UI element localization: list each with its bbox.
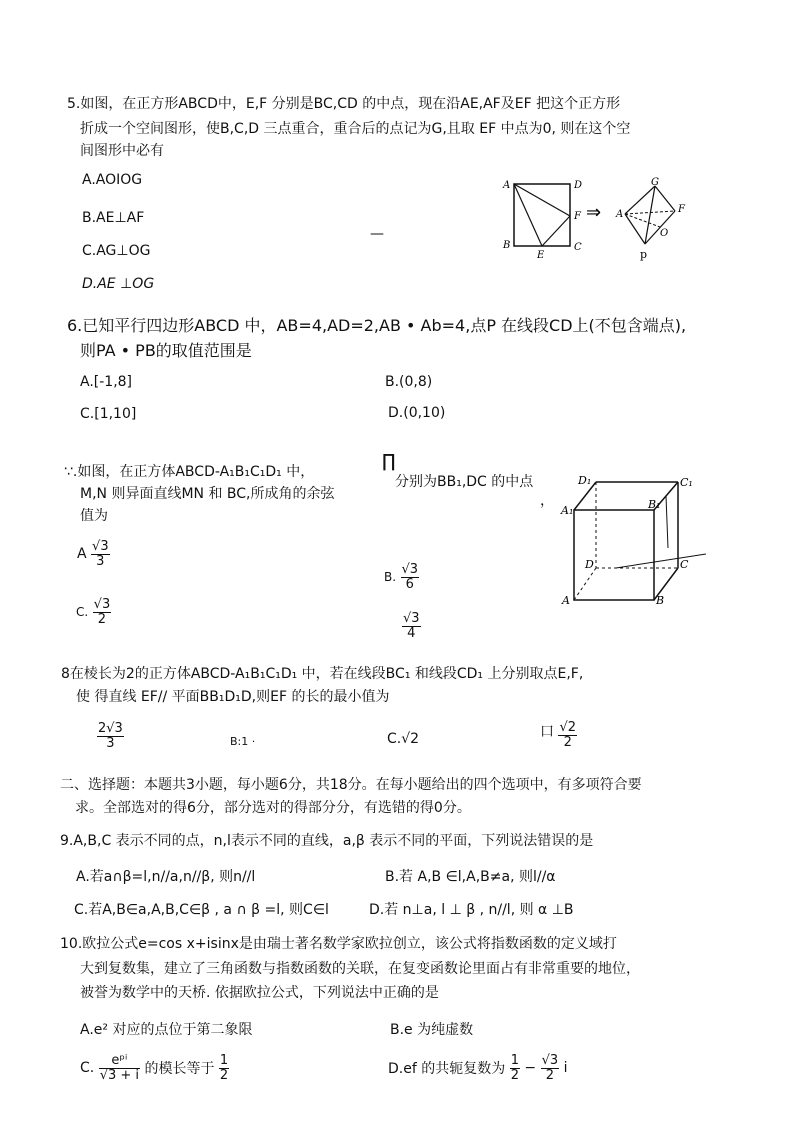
q10-option-c (80, 1054, 229, 1082)
fig-label: C₁ (680, 476, 693, 489)
q7-line1b: 分别为BB₁,DC 的中点 (395, 474, 534, 490)
option-label: 口 (540, 724, 554, 740)
option-label: C. (76, 605, 89, 620)
q8-option-a (97, 722, 124, 750)
frac-den: 6 (405, 576, 414, 592)
fig-label: G (651, 177, 659, 188)
q9-option-c: C.若A,B∈a,A,B,C∈β , a ∩ β =l, 则C∈l (74, 902, 329, 918)
fig-label: E (537, 250, 545, 261)
q8-option-b: B:1 · (230, 735, 256, 748)
q7-option-c (76, 598, 111, 626)
frac-den: 3 (96, 553, 105, 569)
fig-label: A (616, 209, 624, 220)
frac-num: √3 (92, 539, 109, 554)
q6-option-c: C.[1,10] (80, 406, 137, 422)
q7-option-d (402, 612, 421, 640)
section2-line1: 二、选择题：本题共3小题，每小题6分，共18分。在每小题给出的四个选项中，有多项符合要 (60, 777, 642, 793)
fig-label: D₁ (578, 474, 592, 487)
frac-den: 3 (106, 735, 115, 751)
option-label: A (77, 546, 87, 563)
q8-option-d (540, 721, 577, 749)
frac-num: eᵖⁱ (99, 1054, 140, 1069)
q10-option-d (388, 1054, 568, 1082)
q7-line3: 值为 (80, 508, 108, 524)
fig-label: O (660, 228, 669, 239)
fig-label: C (680, 558, 689, 571)
frac-num: √3 (403, 611, 420, 626)
q9-option-b: B.若 A,B ∈l,A,B≠a, 则l//α (385, 869, 556, 885)
q7-line1: ∵.如图，在正方体ABCD-A₁B₁C₁D₁ 中， (64, 464, 315, 480)
frac-den: 2 (97, 611, 107, 627)
option-label: B. (384, 570, 397, 585)
q5-line2: 折成一个空间图形，使B,C,D 三点重合，重合后的点记为G,且取 EF 中点为0, 则在这个空 (80, 121, 631, 137)
fig-label: D (585, 558, 594, 571)
frac-den: 2 (563, 734, 572, 750)
q10-option-b: B.e 为纯虚数 (390, 1022, 474, 1038)
frac-num: 2√3 (98, 721, 123, 736)
q5-option-d: D.AE ⊥OG (82, 276, 155, 292)
frac-den: 2 (510, 1067, 519, 1083)
q6-line1: 6.已知平行四边形ABCD 中，AB=4,AD=2,AB • Ab=4,点P 在线段CD上(不包含端点), (67, 316, 687, 335)
q5-line3: 间图形中必有 (80, 143, 164, 159)
frac-num: 1 (219, 1053, 229, 1068)
option-text: D.ef 的共轭复数为 (388, 1061, 506, 1078)
fig-label: F (574, 211, 581, 222)
q7-option-b (384, 563, 419, 591)
q5-dash: — (370, 226, 384, 242)
fig-label: A₁ (561, 504, 574, 517)
frac-num: √3 (93, 597, 111, 612)
q5-option-a: A.AOIOG (82, 172, 143, 188)
q9-option-d: D.若 n⊥a, l ⊥ β , n//l, 则 α ⊥B (369, 902, 574, 918)
frac-num: √3 (541, 1053, 559, 1068)
q7-mark: ∏ (382, 451, 396, 472)
fig-label: F (678, 204, 685, 215)
imaginary-unit: i (563, 1060, 568, 1077)
fig-label: B (503, 240, 511, 251)
q10-line2: 大到复数集，建立了三角函数与指数函数的关联，在复变函数论里面占有非常重要的地位， (80, 961, 640, 977)
fig-label: A (562, 594, 570, 607)
q8-option-c: C.√2 (387, 731, 420, 747)
q7-line2: M,N 则异面直线MN 和 BC,所成角的余弦 (80, 486, 335, 502)
q6-option-a: A.[-1,8] (80, 374, 133, 390)
fig-label: C (574, 242, 582, 253)
q6-line2: 则PA • PB的取值范围是 (80, 341, 252, 360)
q9-option-a: A.若a∩β=l,n//a,n//β, 则n//l (76, 869, 256, 885)
frac-den: √3 + i (99, 1067, 140, 1083)
q10-line1: 10.欧拉公式e=cos x+isinx是由瑞士著名数学家欧拉创立，该公式将指数函数的定义域打 (60, 936, 617, 952)
q6-option-b: B.(0,8) (385, 374, 433, 390)
q8-line2: 使 得直线 EF// 平面BB₁D₁D,则EF 的长的最小值为 (76, 689, 390, 705)
q5-option-b: B.AE⊥AF (82, 210, 145, 226)
frac-num: 1 (510, 1053, 519, 1068)
frac-den: 4 (407, 625, 416, 641)
q7-comma: ， (540, 493, 554, 509)
fig-label: A (503, 180, 511, 191)
frac-num: √3 (401, 562, 419, 577)
arrow-icon: ⇒ (586, 202, 602, 223)
frac-den: 2 (219, 1067, 229, 1083)
fig-label: B₁ (648, 498, 661, 511)
q8-line1: 8在棱长为2的正方体ABCD-A₁B₁C₁D₁ 中，若在线段BC₁ 和线段CD₁ 上分别取点E,F, (61, 666, 584, 682)
q5-line1: 5.如图，在正方形ABCD中，E,F 分别是BC,CD 的中点，现在沿AE,AF及EF 把这个正方形 (67, 96, 621, 112)
frac-num: √2 (559, 720, 577, 735)
q5-option-c: C.AG⊥OG (82, 243, 151, 259)
q7-option-a (77, 540, 110, 568)
option-text: 的模长等于 (144, 1061, 215, 1078)
q5-figure (500, 176, 700, 266)
fig-label: D (574, 180, 583, 191)
q9-line1: 9.A,B,C 表示不同的点，n,l表示不同的直线，a,β 表示不同的平面，下列说法错误的是 (60, 833, 594, 849)
frac-den: 2 (545, 1067, 555, 1083)
q7-cube-figure (556, 468, 714, 610)
q10-line3: 被誉为数学中的天桥. 依据欧拉公式，下列说法中正确的是 (80, 985, 439, 1001)
square-outline (514, 184, 570, 246)
fig-label: p (640, 248, 648, 261)
fig-label: B (656, 594, 665, 607)
option-label: C. (80, 1060, 95, 1077)
q10-option-a: A.e² 对应的点位于第二象限 (80, 1022, 253, 1038)
minus-sign: − (524, 1060, 537, 1077)
q6-option-d: D.(0,10) (388, 405, 446, 421)
section2-line2: 求。全部选对的得6分，部分选对的得部分分，有选错的得0分。 (75, 800, 471, 816)
